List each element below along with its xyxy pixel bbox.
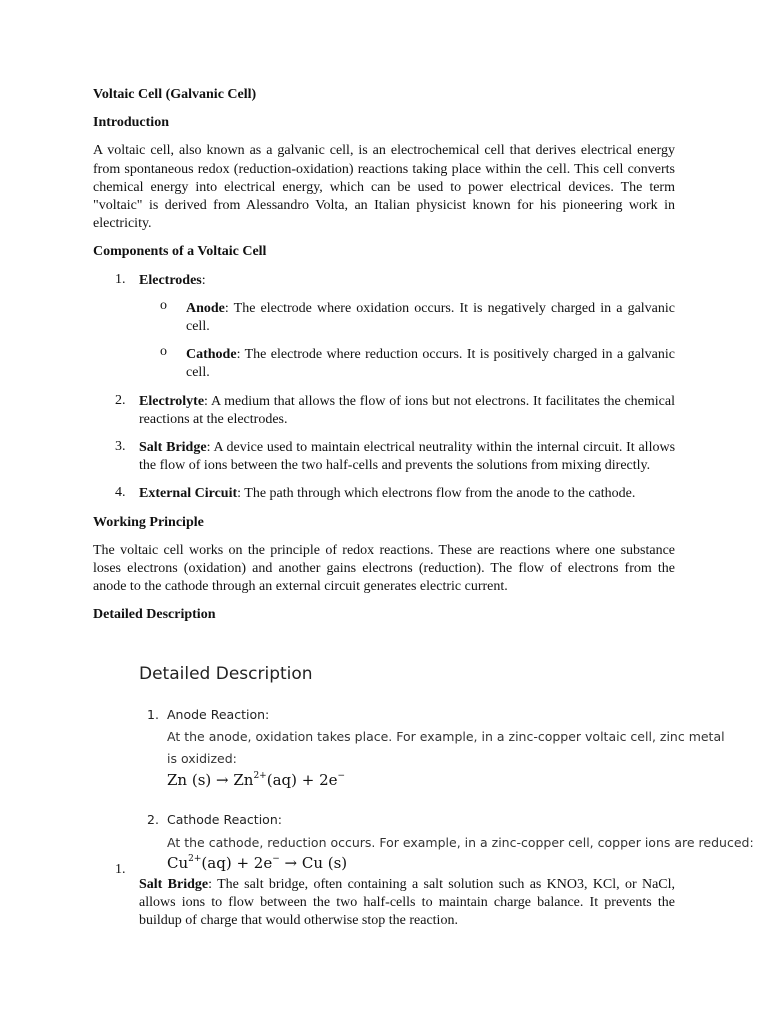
- cathode-reaction-text: At the cathode, reduction occurs. For example, in a zinc-copper cell, copper ions are reduced:: [167, 835, 754, 850]
- electrode-item-cathode: [93, 346, 675, 382]
- component-text: :: [201, 272, 206, 288]
- list-number: 3.: [115, 439, 126, 455]
- list-number: 1.: [115, 862, 126, 877]
- component-item-electrodes: [93, 272, 675, 290]
- electrode-text: : The electrode where oxidation occurs. It is negatively charged in a galvanic cell.: [186, 300, 675, 335]
- component-item-external-circuit: [93, 485, 675, 503]
- screenshot-list-number: 1.: [147, 707, 159, 722]
- list-number: 2.: [115, 392, 126, 408]
- working-heading: Working Principle: [93, 514, 204, 530]
- cathode-equation: $Cu^{2+}(aq) + 2e^- \to Cu$ (s): [167, 854, 348, 872]
- document-body: [93, 86, 675, 625]
- component-term: Salt Bridge: [139, 440, 207, 456]
- intro-paragraph: A voltaic cell, also known as a galvanic cell, is an electrochemical cell that derives electrical energy from spontaneous redox (reduction-oxidation) reactions taking place within the cell. This cell converts chemical energy into electrical energy, which can be used to power electrical devices. The term "voltaic" is derived from Alessandro Volta, an Italian physicist known for his pioneering work in electricity.: [93, 143, 675, 232]
- bullet-marker: o: [160, 344, 167, 360]
- screenshot-title: Detailed Description: [139, 664, 313, 684]
- anode-reaction-text: At the anode, oxidation takes place. For example, in a zinc-copper voltaic cell, zinc metal is oxidized:: [167, 729, 725, 766]
- component-term: External Circuit: [139, 486, 238, 502]
- electrode-text: : The electrode where reduction occurs. It is positively charged in a galvanic cell.: [186, 347, 675, 381]
- component-term: Electrolyte: [139, 393, 205, 409]
- salt-bridge-detail: [93, 857, 675, 931]
- working-paragraph: The voltaic cell works on the principle of redox reactions. These are reactions where one substance loses electrons (oxidation) and another gains electrons (reduction). The flow of electrons from the anode to the cathode through an external circuit generates electric current.: [93, 542, 675, 595]
- component-term: Electrodes: [139, 272, 202, 288]
- component-text: : A medium that allows the flow of ions but not electrons. It facilitates the chemical reactions at the electrodes.: [139, 393, 675, 427]
- detailed-heading: Detailed Description: [93, 607, 216, 623]
- anode-reaction-heading: Anode Reaction:: [167, 707, 270, 722]
- electrode-term: Anode: [186, 300, 225, 316]
- list-number: 4.: [115, 485, 126, 501]
- components-heading: Components of a Voltaic Cell: [93, 244, 267, 260]
- electrode-item-anode: [93, 297, 675, 336]
- salt-bridge-item: [93, 857, 675, 931]
- anode-equation: Zn $(s) \to Zn^{2+}(aq) + 2e^-$: [167, 771, 346, 789]
- salt-bridge-term: Salt Bridge: [139, 877, 209, 892]
- screenshot-list-number: 2.: [147, 812, 159, 827]
- component-text: : A device used to maintain electrical neutrality within the internal circuit. It allows the flow of ions between the two half-cells and prevents the solutions from mixing directly.: [139, 440, 676, 474]
- cathode-reaction-heading: Cathode Reaction:: [167, 812, 282, 827]
- component-item-salt-bridge: [93, 439, 675, 475]
- component-item-electrolyte: [93, 393, 675, 429]
- bullet-marker: o: [160, 297, 167, 313]
- document-title: Voltaic Cell (Galvanic Cell): [93, 87, 257, 102]
- electrode-term: Cathode: [186, 347, 237, 363]
- list-number: 1.: [115, 271, 126, 287]
- component-text: : The path through which electrons flow from the anode to the cathode.: [237, 486, 636, 502]
- intro-heading: Introduction: [93, 115, 169, 131]
- salt-bridge-text: : The salt bridge, often containing a salt solution such as KNO3, KCl, or NaCl, allows ions to flow between the two half-cells to maintain charge balance. It prevents the buildup of charge that would otherwise stop the reaction.: [139, 877, 676, 929]
